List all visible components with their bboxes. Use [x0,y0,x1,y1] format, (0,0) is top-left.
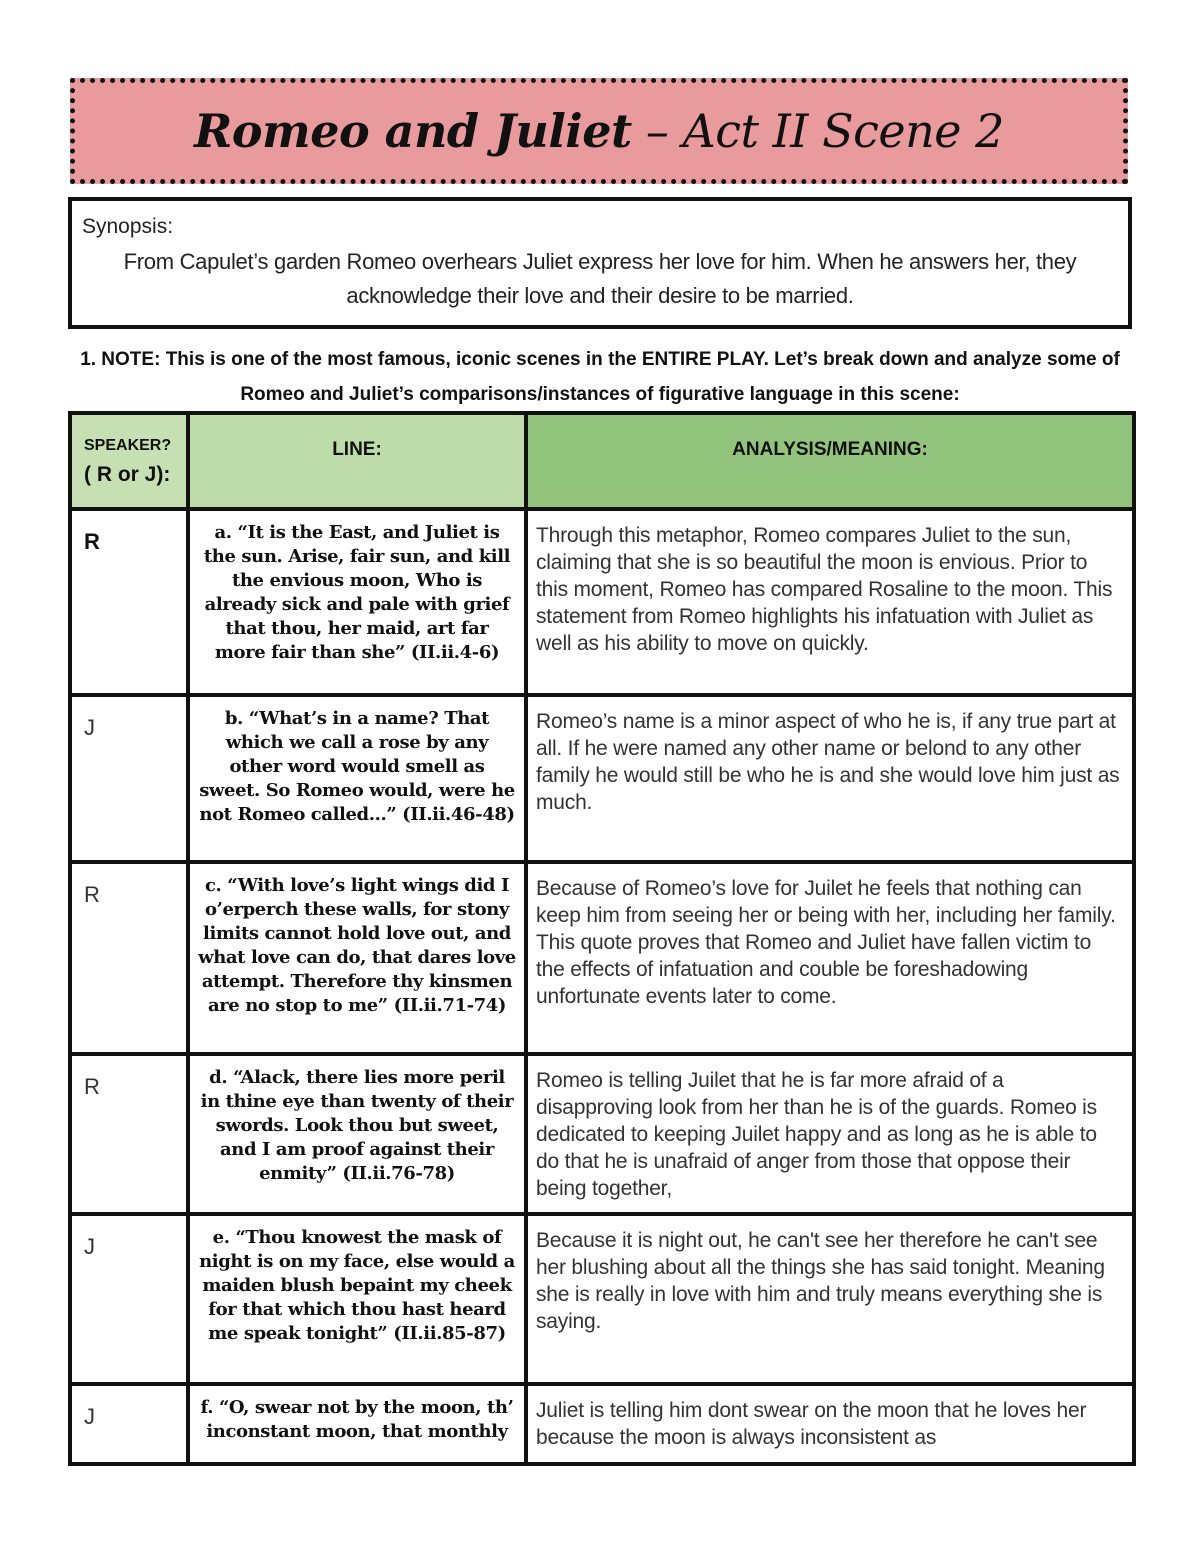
title-banner [70,78,1128,184]
analysis-table [68,411,1136,1466]
table-row [70,695,1134,862]
synopsis-box [68,197,1132,329]
instruction-note: 1. NOTE: This is one of the most famous, iconic scenes in the ENTIRE PLAY. Let’s break down and analyze some of Romeo and Juliet’s comparisons/instances of figurative language in this scene: [80,349,1120,405]
line-cell: a. “It is the East, and Juliet is the sun. Arise, fair sun, and kill the envious moon, Who is already sick and pale with grief that thou, her maid, art far more fair than she” (II.ii.4-6) [188,509,526,695]
line-text: f. “O, swear not by the moon, th’ inconstant moon, that monthly [200,1397,514,1442]
header-speaker-line2: ( R or J): [84,463,171,486]
analysis-text: Juliet is telling him dont swear on the moon that he loves her because the moon is always inconsistent as [536,1399,1087,1449]
table-row [70,509,1134,695]
analysis-cell[interactable]: Because it is night out, he can't see her therefore he can't see her blushing about all the things she has said tonight. Meaning she is really in love with him and truly means everything she is saying. [526,1214,1134,1384]
speaker-cell[interactable] [70,1384,188,1464]
table-row [70,1214,1134,1384]
analysis-cell[interactable]: Romeo’s name is a minor aspect of who he is, if any true part at all. If he were named any other name or belond to any other family he would still be who he is and she would love him just as much. [526,695,1134,862]
line-cell: c. “With love’s light wings did I o’erperch these walls, for stony limits cannot hold love out, and what love can do, that dares love attempt. Therefore thy kinsmen are no stop to me” (II.ii.71-74) [188,862,526,1054]
speaker-cell[interactable]: R [70,509,188,695]
header-speaker [70,413,188,509]
speaker-cell[interactable]: J [70,1214,188,1384]
line-cell [188,1384,526,1464]
page-title [194,104,1004,158]
synopsis-text: From Capulet’s garden Romeo overhears Juliet express her love for him. When he answers her, they acknowledge their love and their desire to be married. [123,249,1077,308]
line-cell: e. “Thou knowest the mask of night is on my face, else would a maiden blush bepaint my cheek for that which thou hast heard me speak tonight” (II.ii.85-87) [188,1214,526,1384]
title-rest: – Act II Scene 2 [631,104,1004,158]
synopsis-label: Synopsis: [82,215,174,238]
title-bold: Romeo and Juliet [194,104,632,158]
speaker-cell[interactable]: R [70,862,188,1054]
speaker-cell[interactable]: J [70,695,188,862]
header-analysis: ANALYSIS/MEANING: [526,413,1134,509]
analysis-cell[interactable]: Because of Romeo’s love for Juilet he feels that nothing can keep him from seeing her or being with her, including her family. This quote proves that Romeo and Juliet have fallen victim to the effects of infatuation and couble be foreshadowing unfortunate events later to come. [526,862,1134,1054]
table-header-row [70,413,1134,509]
table-row [70,1384,1134,1464]
table-row [70,1054,1134,1214]
analysis-cell[interactable]: Through this metaphor, Romeo compares Juliet to the sun, claiming that she is so beautiful the moon is envious. Prior to this moment, Romeo has compared Rosaline to the moon. This statement from Romeo highlights his infatuation with Juliet as well as his ability to move on quickly. [526,509,1134,695]
table-row [70,862,1134,1054]
line-cell: b. “What’s in a name? That which we call a rose by any other word would smell as sweet. So Romeo would, were he not Romeo called…” (II.ii.46-48) [188,695,526,862]
speaker-text: J [84,1404,95,1429]
line-cell: d. “Alack, there lies more peril in thine eye than twenty of their swords. Look thou but sweet, and I am proof against their enmity” (II.ii.76-78) [188,1054,526,1214]
header-speaker-line1: SPEAKER? [84,437,172,454]
analysis-cell[interactable] [526,1384,1134,1464]
analysis-cell[interactable]: Romeo is telling Juilet that he is far more afraid of a disapproving look from her than he is of the guards. Romeo is dedicated to keeping Juilet happy and as long as he is able to do that he is unafraid of anger from those that oppose their being together, [526,1054,1134,1214]
header-line: LINE: [188,413,526,509]
speaker-cell[interactable]: R [70,1054,188,1214]
